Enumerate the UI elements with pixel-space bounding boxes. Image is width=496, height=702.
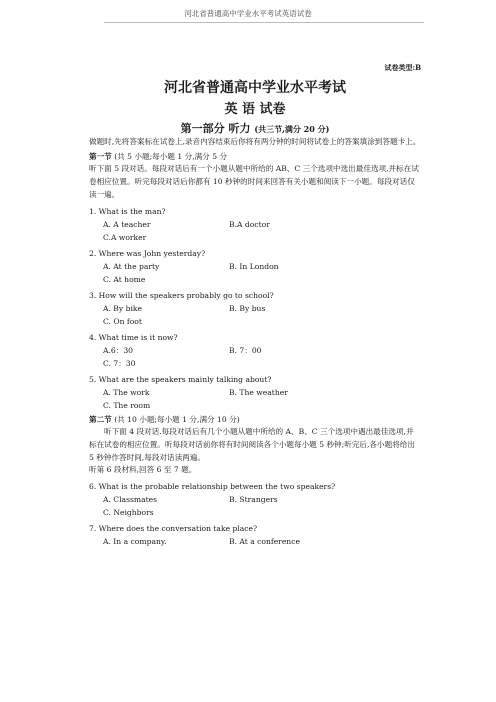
answer-option[interactable]: B. 7：00 [229,345,262,355]
answer-option[interactable]: B. The weather [229,387,288,397]
option-row [89,302,421,315]
question-stem: 4. What time is it now? [89,332,178,342]
exam-type-label: 试卷类型:B [384,63,421,72]
answer-option[interactable]: B. At a conference [229,537,300,547]
exam-subtitle: 英 语 试卷 [224,102,286,117]
section-1-instruction: 听下面 5 段对话。每段对话后有一个小题从题中所给的 AB、C 三个选项中选出最佳选项,并标在试卷相应位置。听完每段对话后你都有 10 秒钟的时间来回答有关小题和阅读下一小题。每段对话仅读一遍。 [89,164,419,199]
part-heading [89,120,421,136]
answer-option[interactable]: A. A teacher [103,219,151,229]
answer-option[interactable]: A. At the party [103,261,160,271]
answer-option[interactable]: B. In London [229,261,279,271]
question-stem: 6. What is the probable relationship between the two speakers? [89,482,336,492]
option-row [89,231,421,244]
page-header: 河北省普通高中学业水平考试英语试卷 [184,9,312,18]
option-row [89,218,421,231]
question-stem: 5. What are the speakers mainly talking about? [89,374,272,384]
part-title: 第一部分 听力 [180,122,251,135]
section-1-title: 第一节 [89,151,112,161]
option-row [89,344,421,370]
section-2-note: (共 10 小题;每小题 1 分,满分 10 分) [114,414,240,424]
question-group-2 [89,480,421,548]
answer-option[interactable]: C. Neighbors [103,508,154,518]
section-1-note: (共 5 小题;每小题 1 分,满分 5 分 [114,151,228,161]
header-divider [104,22,424,23]
section-2-heading [89,414,421,427]
answer-option[interactable]: B.A doctor [229,219,270,229]
answer-option[interactable]: A.6：30 [103,345,133,355]
answer-option[interactable]: A. Classmates [103,495,158,505]
option-row [89,273,421,286]
answer-option[interactable]: A. By bike [103,303,142,313]
option-row [89,535,421,548]
option-row [89,399,421,412]
section-2-title: 第二节 [89,414,112,424]
part-note: (共三节,满分 20 分) [254,124,330,134]
answer-option[interactable]: B. Strangers [229,495,278,505]
question-stem: 3. How will the speakers probably go to school? [89,290,274,300]
question-stem: 2. Where was John yesterday? [89,248,206,258]
option-row [89,315,421,328]
answer-option[interactable]: C. On foot [103,316,142,326]
question-stem: 7. Where does the conversation take place? [89,524,258,534]
answer-option[interactable]: C. 7：30 [103,358,136,368]
section-1-heading [89,151,421,164]
question-stem: 1. What is the man? [89,206,166,216]
answer-option[interactable]: A. In a company. [103,537,167,547]
answer-option[interactable]: B. By bus [229,303,266,313]
option-row [89,386,421,399]
intro-text: 做题时,先将答案标在试卷上,录音内容结束后你将有两分钟的时间将试卷上的答案填涂到答题卡上。 [89,137,421,146]
section-2-material: 听第 6 段材料,回答 6 至 7 题。 [89,465,197,475]
option-row [89,493,421,506]
answer-option[interactable]: C. The room [103,400,151,410]
answer-option[interactable]: A. The work [103,387,150,397]
option-row [89,260,421,273]
exam-content [89,63,421,548]
question-group-1 [89,205,421,412]
section-2-instruction: 听下面 4 段对话.每段对话后有几个小题从题中所给的 A、B、C 三个选项中遇出最佳选项,并标在试卷的相应位置。听每段对话前你将有时间阅读各个小题每小题 5 秒钟;听完后,各小题将给出 5 秒钟作答时间,每段对话读两遍。 [89,427,415,462]
option-row [89,506,421,519]
exam-title: 河北省普通高中学业水平考试 [164,80,346,96]
answer-option[interactable]: C.A worker [103,232,147,242]
answer-option[interactable]: C. At home [103,274,146,284]
